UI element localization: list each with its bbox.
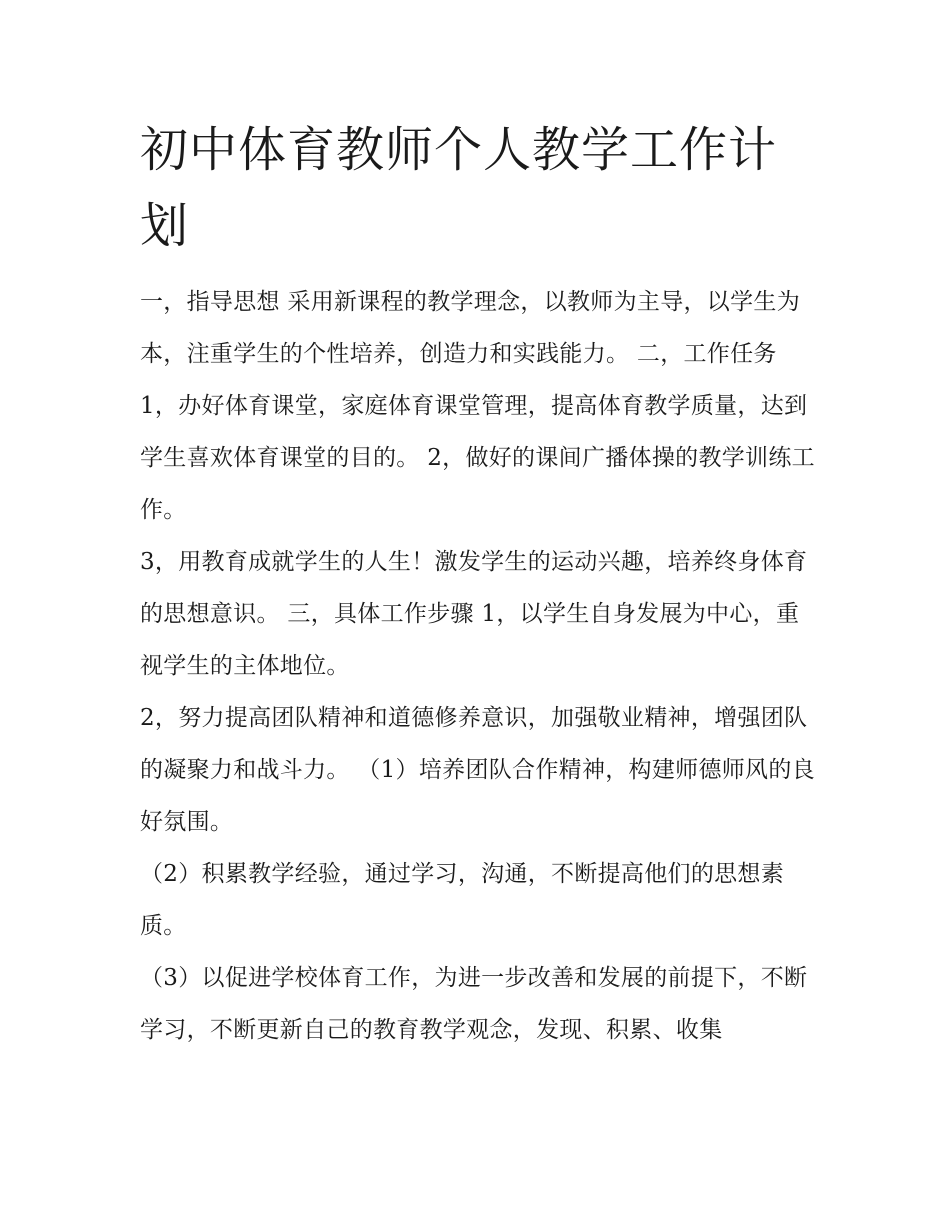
document-title: 初中体育教师个人教学工作计划 [140, 122, 778, 254]
paragraph-sub-3: （3）以促进学校体育工作，为进一步改善和发展的前提下，不断学习，不断更新自己的教育教学观念，发现、积累、收集 [140, 965, 808, 1043]
paragraph-task-1: 1，办好体育课堂，家庭体育课堂管理，提高体育教学质量，达到学生喜欢体育课堂的目的。 2，做好的课间广播体操的教学训练工作。 [140, 393, 815, 523]
document-body [140, 276, 820, 1056]
paragraph-task-3: 3，用教育成就学生的人生！激发学生的运动兴趣，培养终身体育的思想意识。 三，具体工作步骤 1，以学生自身发展为中心，重视学生的主体地位。 [140, 549, 808, 679]
paragraph-step-2: 2，努力提高团队精神和道德修养意识，加强敬业精神，增强团队的凝聚力和战斗力。 （1）培养团队合作精神，构建师德师风的良好氛围。 [140, 705, 815, 835]
paragraph-guiding-ideology: 一，指导思想 采用新课程的教学理念，以教师为主导，以学生为本，注重学生的个性培养，创造力和实践能力。 二，工作任务 [140, 289, 801, 367]
paragraph-sub-2: （2）积累教学经验，通过学习，沟通，不断提高他们的思想素质。 [140, 861, 785, 939]
